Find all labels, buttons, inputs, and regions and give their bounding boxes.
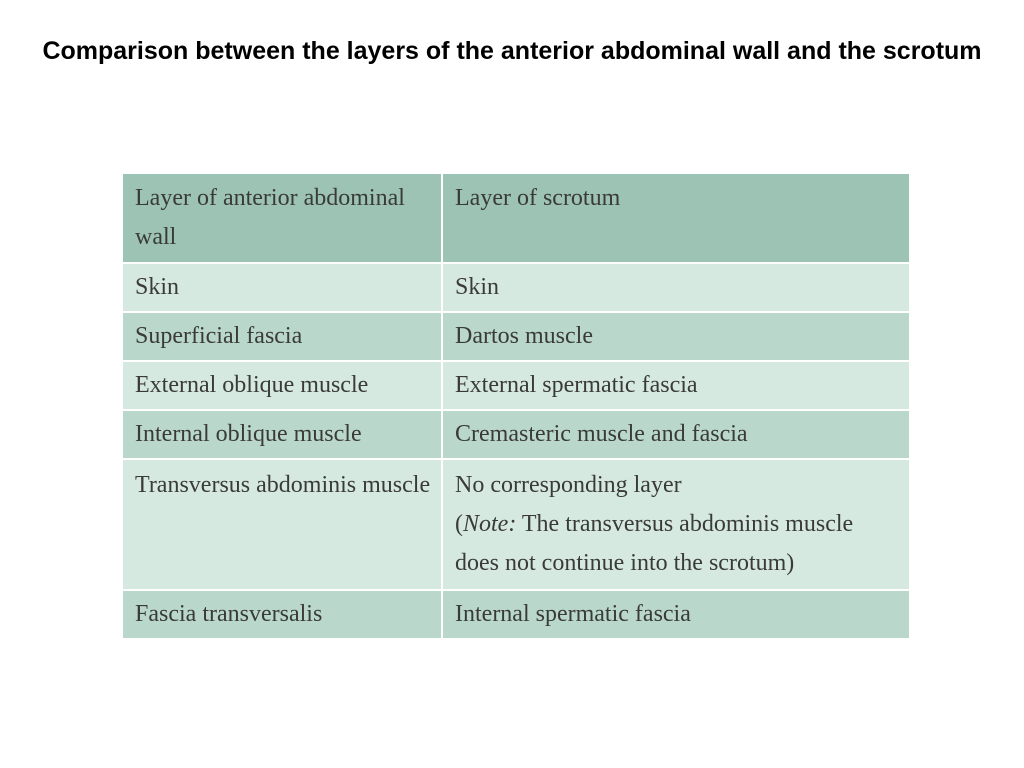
table-row xyxy=(122,410,910,459)
cell-wall-layer: External oblique muscle xyxy=(122,361,442,410)
cell-scrotum-layer xyxy=(442,459,910,590)
page-title: Comparison between the layers of the anterior abdominal wall and the scrotum xyxy=(42,37,982,65)
cell-wall-layer: Superficial fascia xyxy=(122,312,442,361)
note-prefix: ( xyxy=(455,511,463,537)
note-label: Note: xyxy=(463,511,517,537)
cell-scrotum-layer: Dartos muscle xyxy=(442,312,910,361)
header-abdominal-wall: Layer of anterior abdominal wall xyxy=(122,173,442,263)
cell-scrotum-layer: Skin xyxy=(442,263,910,312)
header-scrotum: Layer of scrotum xyxy=(442,173,910,263)
cell-wall-layer: Skin xyxy=(122,263,442,312)
cell-wall-layer: Transversus abdominis muscle xyxy=(122,459,442,590)
cell-wall-layer: Fascia transversalis xyxy=(122,590,442,639)
comparison-table-container xyxy=(121,172,911,640)
table-row xyxy=(122,312,910,361)
table-row xyxy=(122,361,910,410)
table-row xyxy=(122,590,910,639)
table-row xyxy=(122,459,910,590)
cell-scrotum-layer: External spermatic fascia xyxy=(442,361,910,410)
scrotum-layer-text: No corresponding layer xyxy=(455,472,682,498)
table-header-row xyxy=(122,173,910,263)
note-text: The transversus abdominis muscle does not continue into the scrotum) xyxy=(455,511,854,576)
cell-scrotum-layer: Internal spermatic fascia xyxy=(442,590,910,639)
cell-wall-layer: Internal oblique muscle xyxy=(122,410,442,459)
table-row xyxy=(122,263,910,312)
cell-scrotum-layer: Cremasteric muscle and fascia xyxy=(442,410,910,459)
comparison-table xyxy=(121,172,911,640)
